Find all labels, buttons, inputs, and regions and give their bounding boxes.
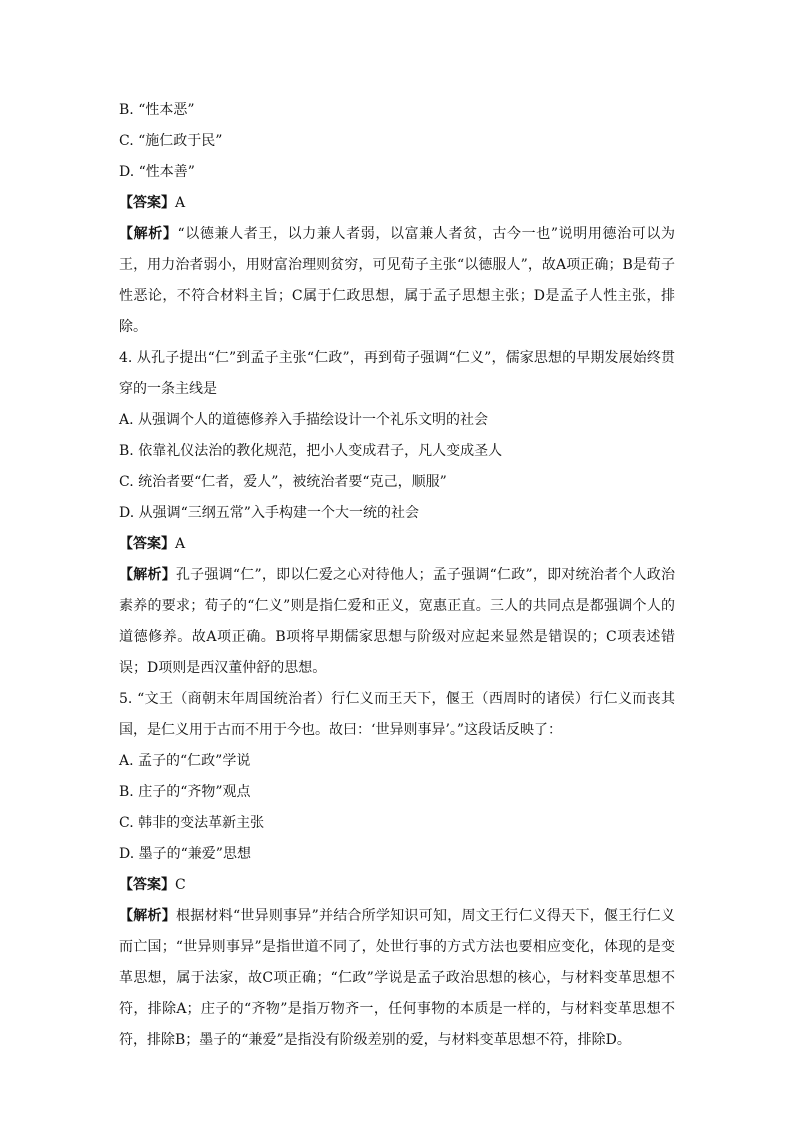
analysis-text: 根据材料“世异则事异”并结合所学知识可知，周文王行仁义得天下，偃王行仁义而亡国；“世异则事异”是指世道不同了，处世行事的方式方法也要相应变化，体现的是变革思想，属于法家，故C项正确；“仁政”学说是孟子政治思想的核心，与材料变革思想不符，排除A；庄子的“齐物”是指万物齐一，任何事物的本质是一样的，与材料变革思想不符，排除B；墨子的“兼爱”是指没有阶级差别的爱，与材料变革思想不符，排除D。 bbox=[119, 908, 676, 1048]
analysis-label: 【解析】 bbox=[119, 567, 176, 583]
q5-option-b: B. 庄子的“齐物”观点 bbox=[119, 784, 251, 800]
q4-option-c: C. 统治者要“仁者，爱人”，被统治者要“克己，顺服” bbox=[119, 474, 447, 490]
answer-q5 bbox=[119, 870, 675, 901]
q4-option-b: B. 依靠礼仪法治的教化规范，把小人变成君子，凡人变成圣人 bbox=[119, 443, 503, 459]
option-b-q3: B. “性本恶” bbox=[119, 102, 195, 118]
answer-q3 bbox=[119, 188, 675, 219]
answer-label: 【答案】 bbox=[119, 536, 175, 552]
analysis-label: 【解析】 bbox=[119, 226, 178, 242]
answer-value: A bbox=[175, 536, 186, 552]
q5-option-a: A. 孟子的“仁政”学说 bbox=[119, 753, 251, 769]
option-d-q3: D. “性本善” bbox=[119, 164, 195, 180]
analysis-q5 bbox=[119, 901, 675, 1056]
document-page bbox=[119, 95, 675, 1056]
answer-value: C bbox=[175, 877, 186, 893]
answer-label: 【答案】 bbox=[119, 877, 175, 893]
analysis-text: “以德兼人者王，以力兼人者弱，以富兼人者贫，古今一也”说明用德治可以为王，用力治者弱小，用财富治理则贫穷，可见荀子主张“以德服人”，故A项正确；B是荀子性恶论，不符合材料主旨；C属于仁政思想，属于孟子思想主张；D是孟子人性主张，排除。 bbox=[119, 226, 676, 335]
answer-q4 bbox=[119, 529, 675, 560]
analysis-q4 bbox=[119, 560, 675, 684]
answer-label: 【答案】 bbox=[119, 195, 175, 211]
question-5: 5. “文王（商朝末年周国统治者）行仁义而王天下，偃王（西周时的诸侯）行仁义而丧其国，是仁义用于古而不用于今也。故曰：‘世异则事异’。”这段话反映了： bbox=[119, 691, 675, 738]
q5-option-d: D. 墨子的“兼爱”思想 bbox=[119, 846, 251, 862]
analysis-label: 【解析】 bbox=[119, 908, 176, 924]
option-c-q3: C. “施仁政于民” bbox=[119, 133, 223, 149]
q4-option-d: D. 从强调“三纲五常”入手构建一个大一统的社会 bbox=[119, 505, 419, 521]
answer-value: A bbox=[175, 195, 186, 211]
analysis-q3 bbox=[119, 219, 675, 343]
q5-option-c: C. 韩非的变法革新主张 bbox=[119, 815, 265, 831]
q4-option-a: A. 从强调个人的道德修养入手描绘设计一个礼乐文明的社会 bbox=[119, 412, 489, 428]
question-4: 4. 从孔子提出“仁”到孟子主张“仁政”，再到荀子强调“仁义”，儒家思想的早期发展始终贯穿的一条主线是 bbox=[119, 350, 675, 397]
analysis-text: 孔子强调“仁”，即以仁爱之心对待他人；孟子强调“仁政”，即对统治者个人政治素养的要求；荀子的“仁义”则是指仁爱和正义，宽惠正直。三人的共同点是都强调个人的道德修养。故A项正确。B项将早期儒家思想与阶级对应起来显然是错误的；C项表述错误；D项则是西汉董仲舒的思想。 bbox=[119, 567, 675, 676]
